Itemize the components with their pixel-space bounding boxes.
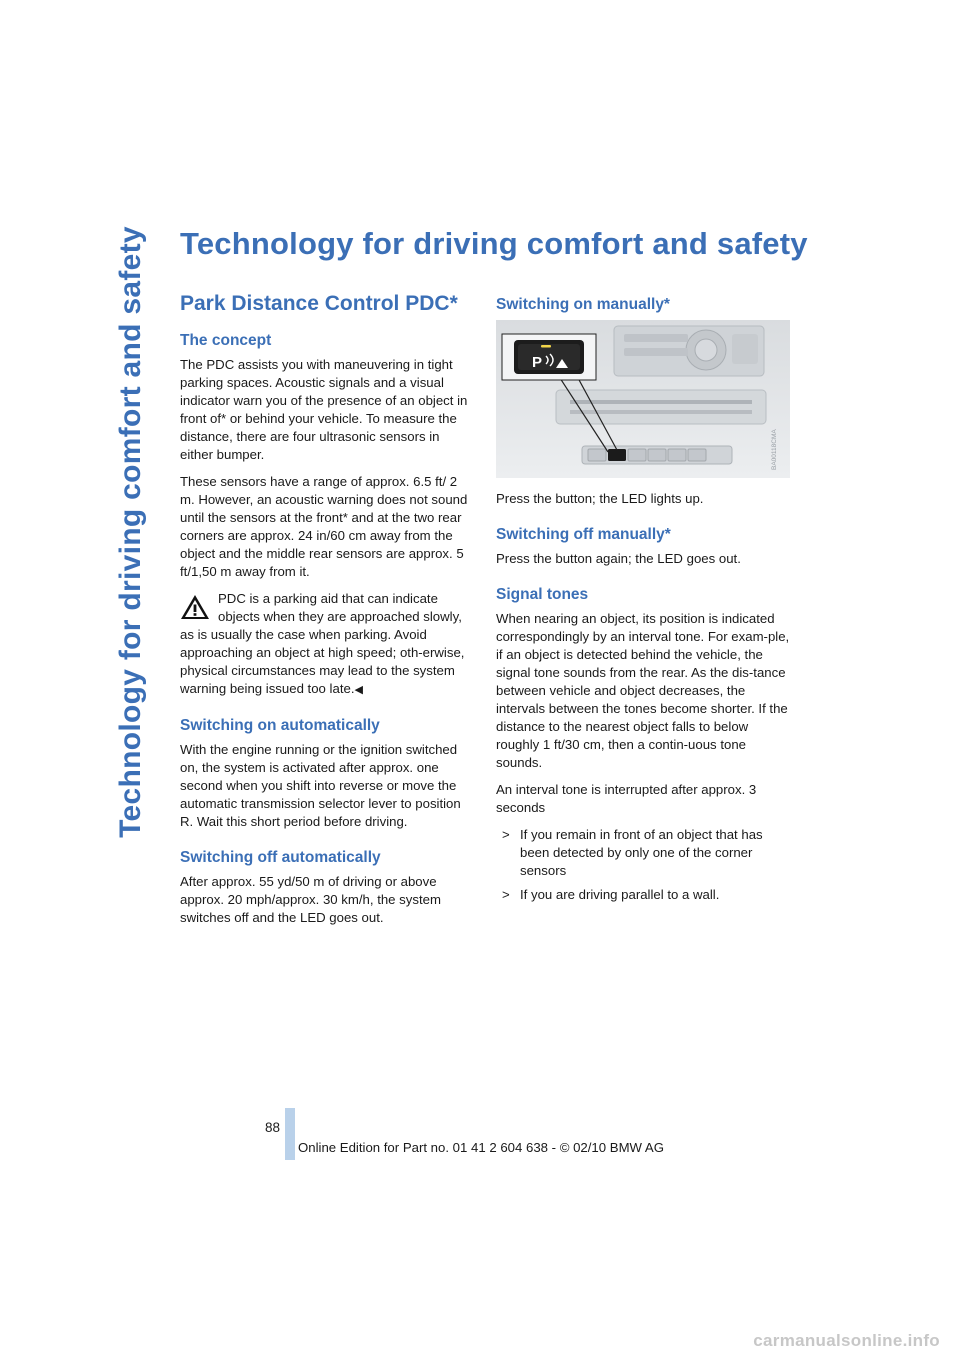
signal-tones-list: [496, 826, 790, 904]
list-item: [496, 886, 790, 904]
section-title-pdc: Park Distance Control PDC*: [180, 292, 458, 315]
switching-on-manual-text: Press the button; the LED lights up.: [496, 491, 704, 506]
heading-signal-tones: Signal tones: [496, 586, 589, 603]
warning-body: PDC is a parking aid that can indicate objects when they are approached slowly, as is usually the case when parking. Avoid approaching an object at high speed; oth-erwise, physical circumstances may lead to the system warning being issued too late.: [180, 591, 465, 696]
list-item-text: If you are driving parallel to a wall.: [520, 887, 720, 902]
side-chapter-title-text: Technology for driving comfort and safety: [114, 226, 147, 838]
pdc-button-label: P: [532, 354, 543, 371]
concept-paragraph-1: The PDC assists you with maneuvering in tight parking spaces. Acoustic signals and a visual indicator warn you of the presence of an object in front of* or behind your vehicle. To measure the distance, there are four ultrasonic sensors in either bumper.: [180, 357, 468, 462]
bullet-mark-icon: >: [502, 887, 510, 902]
heading-switching-on-manual: Switching on manually*: [496, 296, 670, 313]
footer-accent-bar: [285, 1108, 295, 1160]
bullet-mark-icon: >: [502, 827, 510, 842]
heading-switching-off-manual: Switching off manually*: [496, 526, 671, 543]
dashboard-illustration: [496, 320, 790, 478]
pdc-button-illustration: [496, 320, 790, 478]
page-title: Technology for driving comfort and safety: [180, 226, 808, 261]
end-mark-icon: ◀: [354, 684, 363, 696]
signal-tones-paragraph-2: An interval tone is interrupted after approx. 3 seconds: [496, 782, 757, 815]
heading-switching-off-auto: Switching off automatically: [180, 849, 381, 866]
concept-paragraph-2: These sensors have a range of approx. 6.5 ft/ 2 m. However, an acoustic warning does not sound until the sensors at the front* and at the two rear corners are approx. 24 in/60 cm away from the object and the middle rear sensors are approx. 5 ft/1,50 m away from it.: [180, 474, 468, 579]
watermark: carmanualsonline.info: [753, 1331, 940, 1350]
right-column: [496, 292, 790, 910]
switching-off-auto-text: After approx. 55 yd/50 m of driving or above approx. 20 mph/approx. 30 km/h, the system switches off and the LED goes out.: [180, 874, 441, 925]
signal-tones-paragraph-1: When nearing an object, its position is indicated correspondingly by an interval tone. For exam-ple, if an object is detected behind the vehicle, the signal tone sounds from the rear. As the dis-tance between vehicle and object decreases, the intervals between the tones become shorter. If the distance to the nearest object falls to below roughly 1 ft/30 cm, then a contin-uous tone sounds.: [496, 611, 790, 770]
side-chapter-title: [108, 226, 154, 838]
heading-switching-on-auto: Switching on automatically: [180, 717, 380, 734]
warning-triangle-icon: [180, 594, 210, 620]
heading-concept: The concept: [180, 332, 272, 349]
list-item-text: If you remain in front of an object that has been detected by only one of the corner sensors: [520, 827, 763, 878]
page-number: 88: [264, 1120, 280, 1135]
list-item: [496, 826, 790, 880]
edition-notice: Online Edition for Part no. 01 41 2 604 638 - © 02/10 BMW AG: [298, 1140, 664, 1155]
figure-code: BA00118CMA: [771, 429, 778, 470]
warning-text: [180, 590, 474, 699]
warning-note: [180, 590, 474, 699]
left-column: [180, 292, 474, 936]
switching-on-auto-text: With the engine running or the ignition switched on, the system is activated after approx. one second when you shift into reverse or move the automatic transmission selector lever to position R. Wait this short period before driving.: [180, 742, 461, 829]
switching-off-manual-text: Press the button again; the LED goes out.: [496, 551, 741, 566]
